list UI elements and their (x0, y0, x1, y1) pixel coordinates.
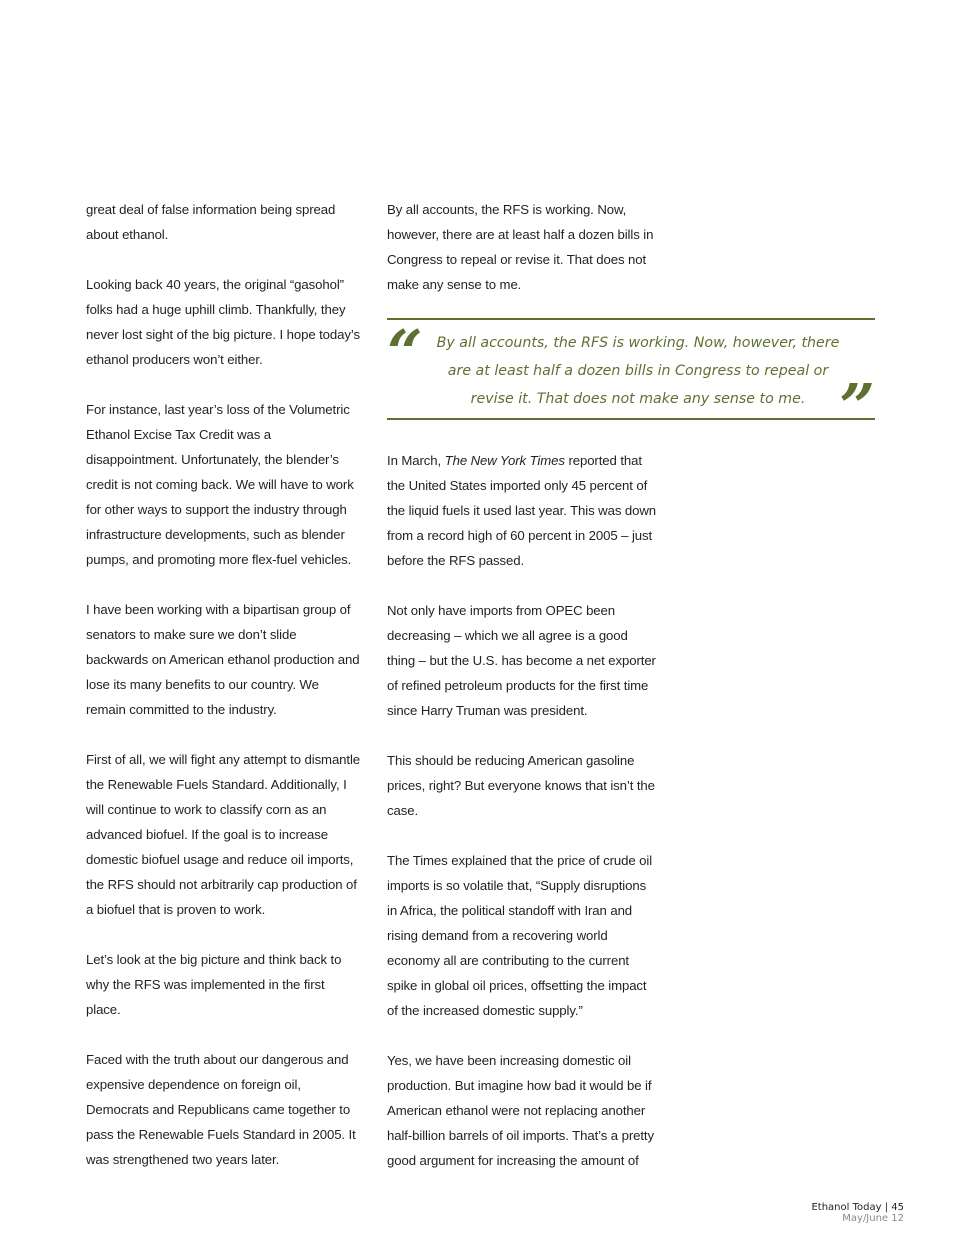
right-column-top (387, 197, 657, 322)
footer-separator: | (884, 1202, 889, 1213)
body-paragraph: For instance, last year’s loss of the Volumetric Ethanol Excise Tax Credit was a disappointment. Unfortunately, the blender’s credit is not coming back. We will have to work for other ways to support the industry through infrastructure developments, such as blender pumps, and promoting more flex-fuel vehicles. (86, 402, 354, 567)
publication-name: Ethanol Today (811, 1202, 882, 1213)
right-column-bottom (387, 448, 659, 1198)
page-number: 45 (891, 1202, 904, 1213)
pull-quote (387, 316, 875, 443)
body-paragraph: I have been working with a bipartisan group of senators to make sure we don’t slide backwards on American ethanol production and lose its many benefits to our country. We remain committed to the industry. (86, 602, 360, 717)
close-quote-mark: ” (839, 370, 875, 443)
body-paragraph: By all accounts, the RFS is working. Now, however, there are at least half a dozen bills in Congress to repeal or revise it. That does not make any sense to me. (387, 202, 654, 292)
body-paragraph: The Times explained that the price of crude oil imports is so volatile that, “Supply disruptions in Africa, the political standoff with Iran and rising demand from a recovering world economy all are contributing to the current spike in global oil prices, offsetting the impact of the increased domestic supply.” (387, 853, 653, 1018)
pull-quote-text: By all accounts, the RFS is working. Now, however, there are at least half a dozen bills in Congress to repeal or revise it. That does not make any sense to me. (436, 335, 840, 407)
body-paragraph: Faced with the truth about our dangerous and expensive dependence on foreign oil, Democrats and Republicans came together to pass the Renewable Fuels Standard in 2005. It was strengthened two years later. (86, 1052, 356, 1167)
issue-date: May/June 12 (842, 1213, 904, 1224)
body-paragraph (387, 448, 659, 573)
body-paragraph: Yes, we have been increasing domestic oil production. But imagine how bad it would be if American ethanol were not replacing another half-billion barrels of oil imports. That’s a pretty good argument for increasing the amount of (387, 1053, 654, 1168)
body-paragraph: great deal of false information being spread about ethanol. (86, 202, 336, 242)
footer-publication-line (811, 1202, 904, 1213)
body-paragraph: Let’s look at the big picture and think back to why the RFS was implemented in the first place. (86, 952, 342, 1017)
body-paragraph: First of all, we will fight any attempt to dismantle the Renewable Fuels Standard. Additionally, I will continue to work to classify corn as an advanced biofuel. If the goal is to increase domestic biofuel usage and reduce oil imports, the RFS should not arbitrarily cap production of a biofuel that is proven to work. (86, 752, 361, 917)
nyt-title: The New York Times (444, 453, 565, 468)
body-paragraph: This should be reducing American gasoline prices, right? But everyone knows that isn’t the case. (387, 753, 655, 818)
nyt-rest: reported that the United States imported only 45 percent of the liquid fuels it used last year. This was down from a record high of 60 percent in 2005 – just before the RFS passed. (387, 453, 657, 568)
nyt-intro: In March, (387, 453, 445, 468)
left-column (86, 197, 362, 1197)
body-paragraph: Not only have imports from OPEC been decreasing – which we all agree is a good thing – but the U.S. has become a net exporter of refined petroleum products for the first time since Harry Truman was president. (387, 603, 656, 718)
body-paragraph: Looking back 40 years, the original “gasohol” folks had a huge uphill climb. Thankfully, they never lost sight of the big picture. I hope today’s ethanol producers won’t either. (86, 277, 360, 367)
page-footer (811, 1202, 904, 1224)
open-quote-mark: “ (387, 316, 423, 389)
